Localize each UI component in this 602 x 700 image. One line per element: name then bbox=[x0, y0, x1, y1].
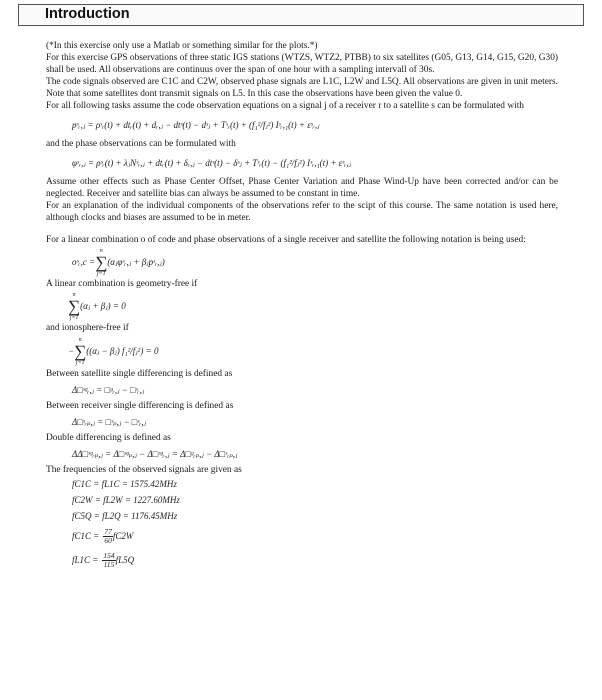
paragraph-dd: Double differencing is defined as bbox=[46, 433, 171, 443]
freq-eq-5-lhs: fL1C = bbox=[72, 555, 99, 565]
paragraph-note: (*In this exercise only use a Matlab or something similar for the plots.*) bbox=[46, 41, 318, 51]
ionofree-equation bbox=[46, 334, 558, 368]
sd-sat-equation bbox=[46, 380, 558, 400]
freq-eq-3-text: fC5Q = fL2Q = 1176.45MHz bbox=[72, 511, 178, 521]
paragraph-notation: For an explanation of the individual components of the observations refer to the scipt of this course. The same notation is used here, although clocks and biases are assumed to be in meter. bbox=[46, 201, 558, 223]
dd-equation bbox=[46, 444, 558, 464]
freq-eq-2 bbox=[46, 492, 558, 508]
paragraph-corrections: Assume other effects such as Phase Center Offset, Phase Center Variation and Phase Wind-Up have been corrected and/or can be neglected. Receiver and satellite bias can always be assumed to be constant in time. bbox=[46, 177, 558, 199]
code-equation-text: pˢᵣ,ⱼ = ρˢᵣ(t) + dtᵣ(t) + dᵣ,ⱼ − dtˢ(t) − dˢⱼ + Tˢᵣ(t) + (f₁²/fⱼ²) Iˢᵣ,₁(t) + εˢᵣ,ⱼ bbox=[72, 119, 320, 130]
freq-eq-5-fraction bbox=[102, 552, 115, 569]
paragraph-ionosphere-free: and ionosphere-free if bbox=[46, 323, 129, 333]
document-body bbox=[46, 40, 558, 572]
freq-eq-1-text: fC1C = fL1C = 1575.42MHz bbox=[72, 479, 177, 489]
sum-lower: j=1 bbox=[96, 270, 106, 277]
sum-symbol: n ∑ j=1 bbox=[74, 336, 87, 366]
freq-eq-4-lhs: fC1C = bbox=[72, 531, 100, 541]
sd-rec-text: Δ□ˢᵣₚ,ⱼ = □ˢₚ,ⱼ − □ˢᵣ,ⱼ bbox=[72, 416, 146, 427]
freq-eq-4 bbox=[46, 524, 558, 548]
phase-equation-text: φˢᵣ,ⱼ = ρˢᵣ(t) + λⱼNˢᵣ,ⱼ + dtᵣ(t) + δᵣ,ⱼ − dtˢ(t) − δˢⱼ + Tˢᵣ(t) − (f₁²/fⱼ²) Iˢᵣ,₁(t) + εˢᵣ,ⱼ bbox=[72, 157, 351, 168]
geofree-equation bbox=[46, 290, 558, 322]
fraction-denominator: 60 bbox=[104, 535, 112, 545]
freq-eq-5 bbox=[46, 548, 558, 572]
code-equation bbox=[46, 112, 558, 138]
fraction-numerator: 154 bbox=[103, 550, 115, 560]
freq-eq-4-fraction bbox=[103, 528, 113, 545]
sum-upper: n bbox=[72, 291, 76, 298]
sd-sat-text: Δ□ˢᵍᵣ,ⱼ = □ᵍᵣ,ⱼ − □ˢᵣ,ⱼ bbox=[72, 384, 145, 395]
sd-rec-equation bbox=[46, 412, 558, 432]
lincomb-equation bbox=[46, 246, 558, 278]
paragraph-phase-intro: and the phase observations can be formulated with bbox=[46, 139, 236, 149]
freq-eq-2-text: fC2W = fL2W = 1227.60MHz bbox=[72, 495, 180, 505]
sum-lower: j=1 bbox=[75, 359, 85, 366]
section-title: Introduction bbox=[45, 6, 130, 22]
dd-text: ΔΔ□ˢᵍᵣₚ,ⱼ = Δ□ˢᵍₚ,ⱼ − Δ□ˢᵍᵣ,ⱼ = Δ□ᵍᵣₚ,ⱼ − Δ□ˢᵣₚ,ⱼ bbox=[72, 448, 238, 459]
sum-symbol: n ∑ j=1 bbox=[95, 247, 108, 277]
paragraph-stations: For this exercise GPS observations of three static IGS stations (WTZS, WTZ2, PTBB) to six satellites (G05, G13, G14, G15, G20, G30) shall be used. All observations are continuus over the span of one hour with a sampling intervall of 30s. bbox=[46, 53, 558, 75]
sum-upper: n bbox=[99, 247, 103, 254]
freq-eq-4-rhs: fC2W bbox=[112, 531, 134, 541]
sum-lower: j=1 bbox=[69, 314, 79, 321]
phase-equation bbox=[46, 150, 558, 176]
sum-upper: n bbox=[78, 336, 82, 343]
geofree-text: (αⱼ + βⱼ) = 0 bbox=[80, 300, 126, 311]
sum-symbol: n ∑ j=1 bbox=[68, 291, 81, 321]
fraction-denominator: 115 bbox=[103, 559, 115, 569]
paragraph-signals: The code signals observed are C1C and C2W, observed phase signals are L1C, L2W and L5Q. All observations are given in unit meters. Note that some satellites dont transmit signals on L5. In this case the observations have been given the value 0. bbox=[46, 77, 558, 99]
paragraph-code-intro: For all following tasks assume the code observation equations on a signal j of a receiver r to a satellite s can be formulated with bbox=[46, 101, 524, 111]
paragraph-geometry-free: A linear combination is geometry-free if bbox=[46, 279, 198, 289]
paragraph-sd-receiver: Between receiver single differencing is defined as bbox=[46, 401, 234, 411]
section-header bbox=[18, 4, 584, 26]
fraction-numerator: 77 bbox=[104, 526, 112, 536]
paragraph-frequencies: The frequencies of the observed signals are given as bbox=[46, 465, 242, 475]
lincomb-rhs: (αⱼφˢᵣ,ⱼ + βⱼpˢᵣ,ⱼ) bbox=[107, 256, 165, 267]
paragraph-sd-satellite: Between satellite single differencing is defined as bbox=[46, 369, 233, 379]
ionofree-text: ((αⱼ − βⱼ) f₁²/fⱼ²) = 0 bbox=[86, 345, 159, 356]
freq-eq-3 bbox=[46, 508, 558, 524]
paragraph-linear-combination: For a linear combination o of code and phase observations of a single receiver and satellite the following notation is being used: bbox=[46, 235, 526, 245]
ionofree-minus: − bbox=[68, 346, 75, 356]
freq-eq-5-rhs: fL5Q bbox=[115, 555, 135, 565]
lincomb-lhs: oˢᵣ,c = bbox=[72, 257, 96, 267]
freq-eq-1 bbox=[46, 476, 558, 492]
